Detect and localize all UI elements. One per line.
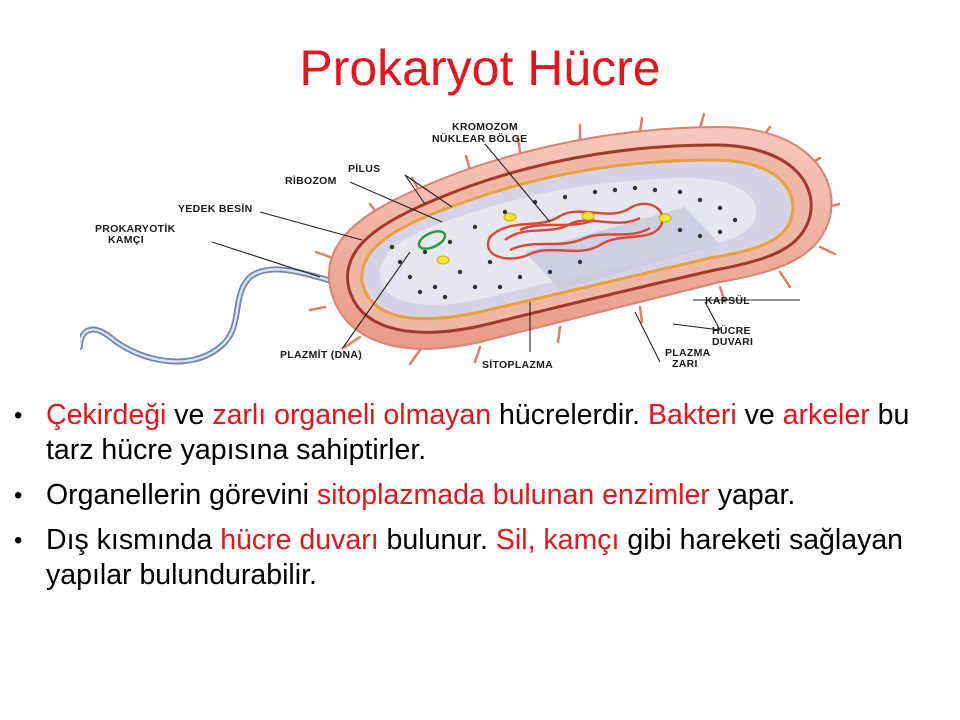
label-sitoplazma: SİTOPLAZMA <box>482 359 554 371</box>
bullet-text: ve <box>736 399 783 431</box>
label-pilus: PİLUS <box>348 163 381 175</box>
prokaryote-cell-diagram <box>80 112 840 377</box>
label-kamci: KAMÇI <box>108 234 144 246</box>
label-ribozom: RİBOZOM <box>285 175 337 187</box>
cell-illustration <box>80 112 840 377</box>
bullet-text: ve <box>166 399 213 431</box>
bullet-text: Dış kısmında <box>46 524 221 556</box>
bullet-text-red: hücre duvarı <box>220 524 379 556</box>
label-zari: ZARI <box>672 358 698 370</box>
bullet-text-red: Bakteri <box>647 399 737 431</box>
bullet-text: bu tarz hücre yapısına sahiptirler. <box>46 399 910 466</box>
bullet-text: Organellerin görevini <box>46 479 317 511</box>
bullet-text-red: Sil, kamçı <box>495 524 620 556</box>
bullet-item <box>10 478 940 513</box>
bullet-text: bulunur. <box>378 524 496 556</box>
label-yedek-besin: YEDEK BESİN <box>178 203 253 215</box>
bullet-text-red: zarlı organeli olmayan <box>212 399 492 431</box>
label-plazmit: PLAZMİT (DNA) <box>280 349 363 361</box>
bullet-text-red: Çekirdeği <box>46 399 167 431</box>
bullet-list <box>10 398 940 603</box>
slide-title: Prokaryot Hücre <box>299 40 661 96</box>
label-prokaryotik: PROKARYOTİK <box>95 223 176 235</box>
bullet-dot-icon: • <box>14 527 23 554</box>
bullet-text: gibi hareketi sağlayan yapılar bulundurabilir. <box>46 524 904 591</box>
bullet-text-red: arkeler <box>782 399 870 431</box>
bullet-dot-icon: • <box>14 402 23 429</box>
bullet-text: yapar. <box>709 479 796 511</box>
bullet-dot-icon: • <box>14 482 23 509</box>
label-nukleer-bolge: NÜKLEAR BÖLGE <box>432 133 528 145</box>
label-kromozom: KROMOZOM <box>452 121 518 133</box>
label-hucre: HÜCRE <box>712 325 751 337</box>
label-duvari: DUVARI <box>712 336 754 348</box>
label-kapsul: KAPSÜL <box>705 295 750 307</box>
flagellum <box>80 269 335 361</box>
bullet-item <box>10 398 940 468</box>
bullet-item <box>10 523 940 593</box>
bullet-text-red: sitoplazmada bulunan enzimler <box>316 479 710 511</box>
bullet-text: hücrelerdir. <box>491 399 648 431</box>
label-plazma: PLAZMA <box>665 347 711 359</box>
